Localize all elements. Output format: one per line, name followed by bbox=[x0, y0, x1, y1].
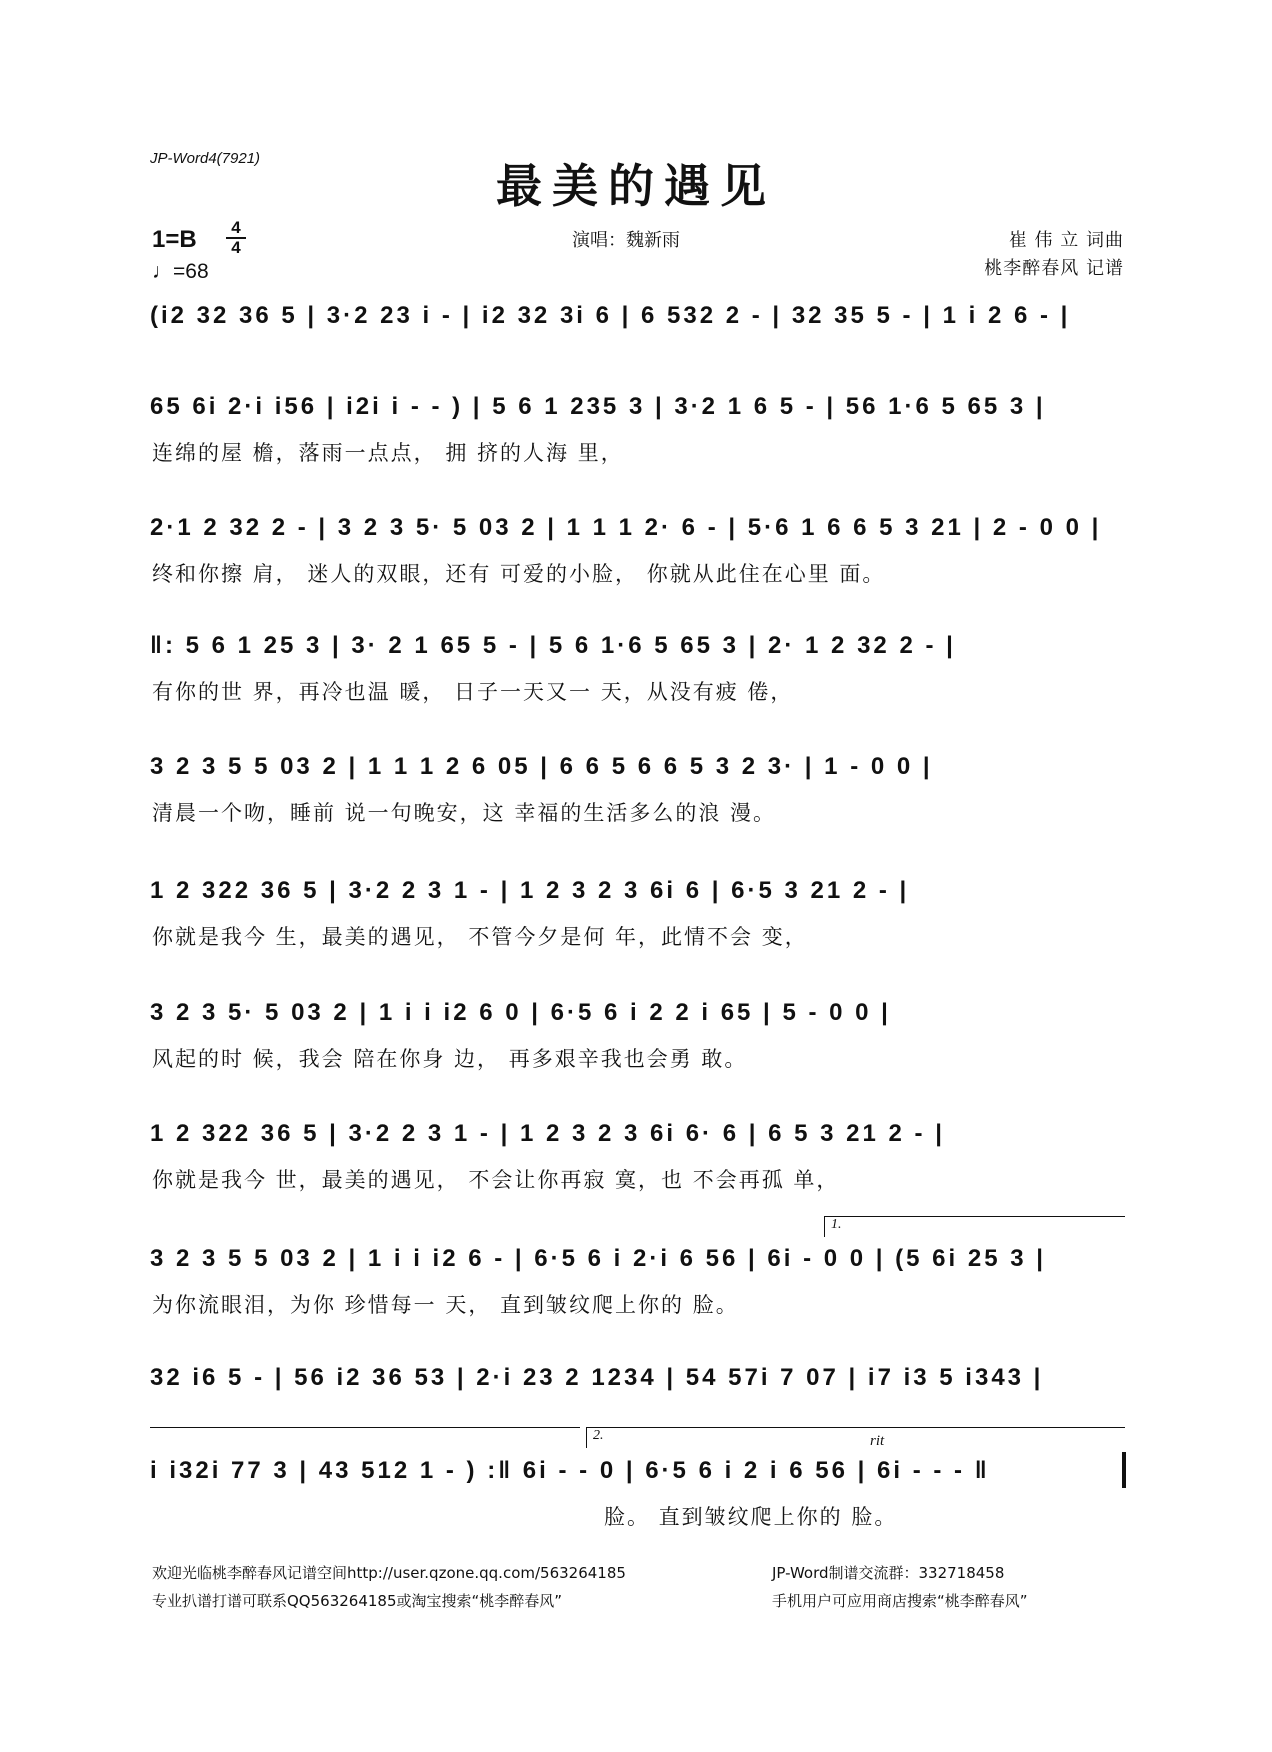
score-row-1-lyrics bbox=[152, 346, 1130, 376]
final-barline bbox=[1122, 1452, 1126, 1488]
score-row-5-notes: 3 2 3 5 5 03 2 | 1 1 1 2 6 05 | 6 6 5 6 6 5 3 2 3· | 1 - 0 0 | bbox=[150, 753, 933, 780]
score-row-3-notes: 2·1 2 32 2 - | 3 2 3 5· 5 03 2 | 1 1 1 2· 6 - | 5·6 1 6 6 5 3 21 | 2 - 0 0 | bbox=[150, 514, 1102, 541]
second-ending-bracket bbox=[586, 1427, 1125, 1448]
score-row-5-lyrics: 清晨一个吻，睡前 说一句晚安，这 幸福的生活多么的浪 漫。 bbox=[152, 801, 777, 825]
footer-website: 欢迎光临桃李醉春风记谱空间http://user.qzone.qq.com/563264185 bbox=[152, 1564, 626, 1582]
first-ending-bracket-continued bbox=[150, 1427, 580, 1428]
score-row-6-notes: 1 2 322 36 5 | 3·2 2 3 1 - | 1 2 3 2 3 6i 6 | 6·5 3 21 2 - | bbox=[150, 877, 910, 904]
score-row-11-notes: i i32i 77 3 | 43 512 1 - ) :‖ 6i - - 0 | 6·5 6 i 2 i 6 56 | 6i - - - ‖ bbox=[150, 1457, 990, 1484]
ritardando-marking: rit bbox=[870, 1433, 885, 1449]
tempo-marking: ♩=68 bbox=[152, 260, 209, 283]
time-signature bbox=[226, 220, 246, 256]
key-signature: 1=B bbox=[152, 226, 197, 253]
score-row-8-notes: 1 2 322 36 5 | 3·2 2 3 1 - | 1 2 3 2 3 6i 6· 6 | 6 5 3 21 2 - | bbox=[150, 1120, 945, 1147]
score-row-11-lyrics: 脸。 直到皱纹爬上你的 脸。 bbox=[604, 1505, 898, 1529]
score-row-9-notes: 3 2 3 5 5 03 2 | 1 i i i2 6 - | 6·5 6 i 2·i 6 56 | 6i - 0 0 | (5 6i 25 3 | bbox=[150, 1245, 1046, 1272]
transcriber-credit: 桃李醉春风 记谱 bbox=[984, 258, 1124, 279]
footer-app: 手机用户可应用商店搜索“桃李醉春风” bbox=[772, 1592, 1028, 1610]
score-row-8-lyrics: 你就是我今 世，最美的遇见， 不会让你再寂 寞，也 不会再孤 单， bbox=[152, 1168, 840, 1192]
score-row-10-notes: 32 i6 5 - | 56 i2 36 53 | 2·i 23 2 1234 | 54 57i 7 07 | i7 i3 5 i343 | bbox=[150, 1364, 1044, 1391]
second-ending-label: 2. bbox=[593, 1428, 604, 1443]
score-row-4-notes: ‖: 5 6 1 25 3 | 3· 2 1 65 5 - | 5 6 1·6 5 65 3 | 2· 1 2 32 2 - | bbox=[150, 632, 956, 659]
composer-credit: 崔 伟 立 词曲 bbox=[1008, 230, 1124, 251]
song-title: 最美的遇见 bbox=[496, 159, 776, 213]
score-row-2-notes: 65 6i 2·i i56 | i2i i - - ) | 5 6 1 235 3 | 3·2 1 6 5 - | 56 1·6 5 65 3 | bbox=[150, 393, 1046, 420]
singer-credit: 演唱：魏新雨 bbox=[572, 230, 680, 251]
score-row-2-lyrics: 连绵的屋 檐，落雨一点点， 拥 挤的人海 里， bbox=[152, 441, 624, 465]
footer-group: JP-Word制谱交流群：332718458 bbox=[772, 1564, 1005, 1582]
time-signature-top: 4 bbox=[231, 218, 241, 237]
first-ending-label: 1. bbox=[831, 1217, 842, 1232]
score-row-4-lyrics: 有你的世 界，再冷也温 暖， 日子一天又一 天，从没有疲 倦， bbox=[152, 680, 794, 704]
score-row-9-lyrics: 为你流眼泪，为你 珍惜每一 天， 直到皱纹爬上你的 脸。 bbox=[152, 1293, 739, 1317]
footer-contact: 专业扒谱打谱可联系QQ563264185或淘宝搜索“桃李醉春风” bbox=[152, 1592, 563, 1610]
score-row-3-lyrics: 终和你擦 肩， 迷人的双眼，还有 可爱的小脸， 你就从此住在心里 面。 bbox=[152, 562, 886, 586]
software-label: JP-Word4(7921) bbox=[150, 150, 261, 167]
score-row-6-lyrics: 你就是我今 生，最美的遇见， 不管今夕是何 年，此情不会 变， bbox=[152, 925, 808, 949]
score-row-1-notes: (i2 32 36 5 | 3·2 23 i - | i2 32 3i 6 | 6 532 2 - | 32 35 5 - | 1 i 2 6 - | bbox=[150, 302, 1071, 329]
first-ending-bracket bbox=[824, 1216, 1125, 1237]
score-row-7-notes: 3 2 3 5· 5 03 2 | 1 i i i2 6 0 | 6·5 6 i 2 2 i 65 | 5 - 0 0 | bbox=[150, 999, 891, 1026]
score-row-7-lyrics: 风起的时 候，我会 陪在你身 边， 再多艰辛我也会勇 敢。 bbox=[152, 1047, 748, 1071]
time-signature-bottom: 4 bbox=[231, 238, 241, 257]
